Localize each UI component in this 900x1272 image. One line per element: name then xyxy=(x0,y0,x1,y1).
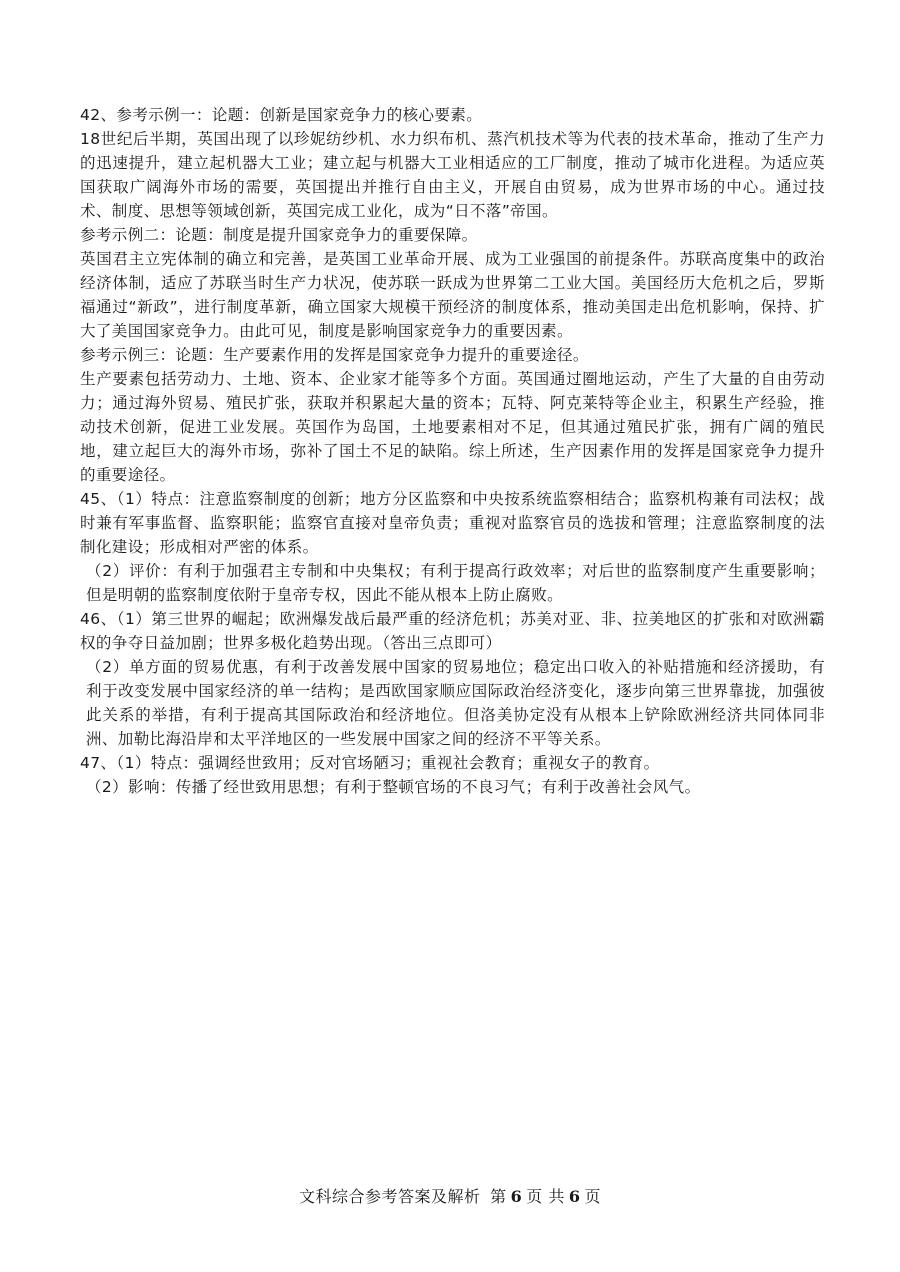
footer-page-prefix: 第 xyxy=(490,1187,507,1206)
answer-body xyxy=(80,103,825,799)
footer-page-current: 6 xyxy=(510,1187,523,1206)
paragraph-q42-example2-heading: 参考示例二：论题：制度是提升国家竞争力的重要保障。 xyxy=(80,226,478,244)
paragraph-q45-part2: （2）评价：有利于加强君主专制和中央集权；有利于提高行政效率；对后世的监察制度产生重要影响；但是明朝的监察制度依附于皇帝专权，因此不能从根本上防止腐败。 xyxy=(86,562,825,604)
footer-page-suffix: 页 xyxy=(584,1187,601,1206)
footer-title: 文科综合参考答案及解析 xyxy=(298,1187,481,1206)
footer-page-mid: 页 共 xyxy=(526,1187,565,1206)
paragraph-q42-example2-body: 英国君主立宪体制的确立和完善，是英国工业革命开展、成为工业强国的前提条件。苏联高度集中的政治经济体制，适应了苏联当时生产力状况，使苏联一跃成为世界第二工业大国。美国经历大危机之后，罗斯福通过“新政”，进行制度革新，确立国家大规模干预经济的制度体系，推动美国走出危机影响，保持、扩大了美国国家竞争力。由此可见，制度是影响国家竞争力的重要因素。 xyxy=(80,250,825,340)
paragraph-q46-part2: （2）单方面的贸易优惠，有利于改善发展中国家的贸易地位；稳定出口收入的补贴措施和经济援助，有利于改变发展中国家经济的单一结构；是西欧国家顺应国际政治经济变化，逐步向第三世界靠拢，加强彼此关系的举措，有利于提高其国际政治和经济地位。但洛美协定没有从根本上铲除欧洲经济共同体同非洲、加勒比海沿岸和太平洋地区的一些发展中国家之间的经济不平等关系。 xyxy=(86,658,825,748)
page-footer xyxy=(0,1184,900,1207)
paragraph-q46-part1: 46、（1）第三世界的崛起；欧洲爆发战后最严重的经济危机；苏美对亚、非、拉美地区的扩张和对欧洲霸权的争夺日益加剧；世界多极化趋势出现。（答出三点即可） xyxy=(80,610,825,652)
paragraph-q42-example1-body: 18世纪后半期，英国出现了以珍妮纺纱机、水力织布机、蒸汽机技术等为代表的技术革命，推动了生产力的迅速提升，建立起机器大工业；建立起与机器大工业相适应的工厂制度，推动了城市化进程。为适应英国获取广阔海外市场的需要，英国提出并推行自由主义，开展自由贸易，成为世界市场的中心。通过技术、制度、思想等领域创新，英国完成工业化，成为“日不落”帝国。 xyxy=(80,130,825,220)
paragraph-q47-part2: （2）影响：传播了经世致用思想；有利于整顿官场的不良习气；有利于改善社会风气。 xyxy=(86,778,701,796)
paragraph-q42-example3-heading: 参考示例三：论题：生产要素作用的发挥是国家竞争力提升的重要途径。 xyxy=(80,346,589,364)
paragraph-q45-part1: 45、（1）特点：注意监察制度的创新；地方分区监察和中央按系统监察相结合；监察机构兼有司法权；战时兼有军事监督、监察职能；监察官直接对皇帝负责；重视对监察官员的选拔和管理；注意监察制度的法制化建设；形成相对严密的体系。 xyxy=(80,490,825,556)
paragraph-q42-example3-body: 生产要素包括劳动力、土地、资本、企业家才能等多个方面。英国通过圈地运动，产生了大量的自由劳动力；通过海外贸易、殖民扩张，获取并积累起大量的资本；瓦特、阿克莱特等企业主，积累生产经验，推动技术创新，促进工业发展。英国作为岛国，土地要素相对不足，但其通过殖民扩张，拥有广阔的殖民地，建立起巨大的海外市场，弥补了国土不足的缺陷。综上所述，生产因素作用的发挥是国家竞争力提升的重要途径。 xyxy=(80,370,825,484)
paragraph-q47-part1: 47、（1）特点：强调经世致用；反对官场陋习；重视社会教育；重视女子的教育。 xyxy=(80,754,660,772)
footer-page-total: 6 xyxy=(568,1187,581,1206)
paragraph-q42-example1-heading: 42、参考示例一：论题：创新是国家竞争力的核心要素。 xyxy=(80,106,483,124)
